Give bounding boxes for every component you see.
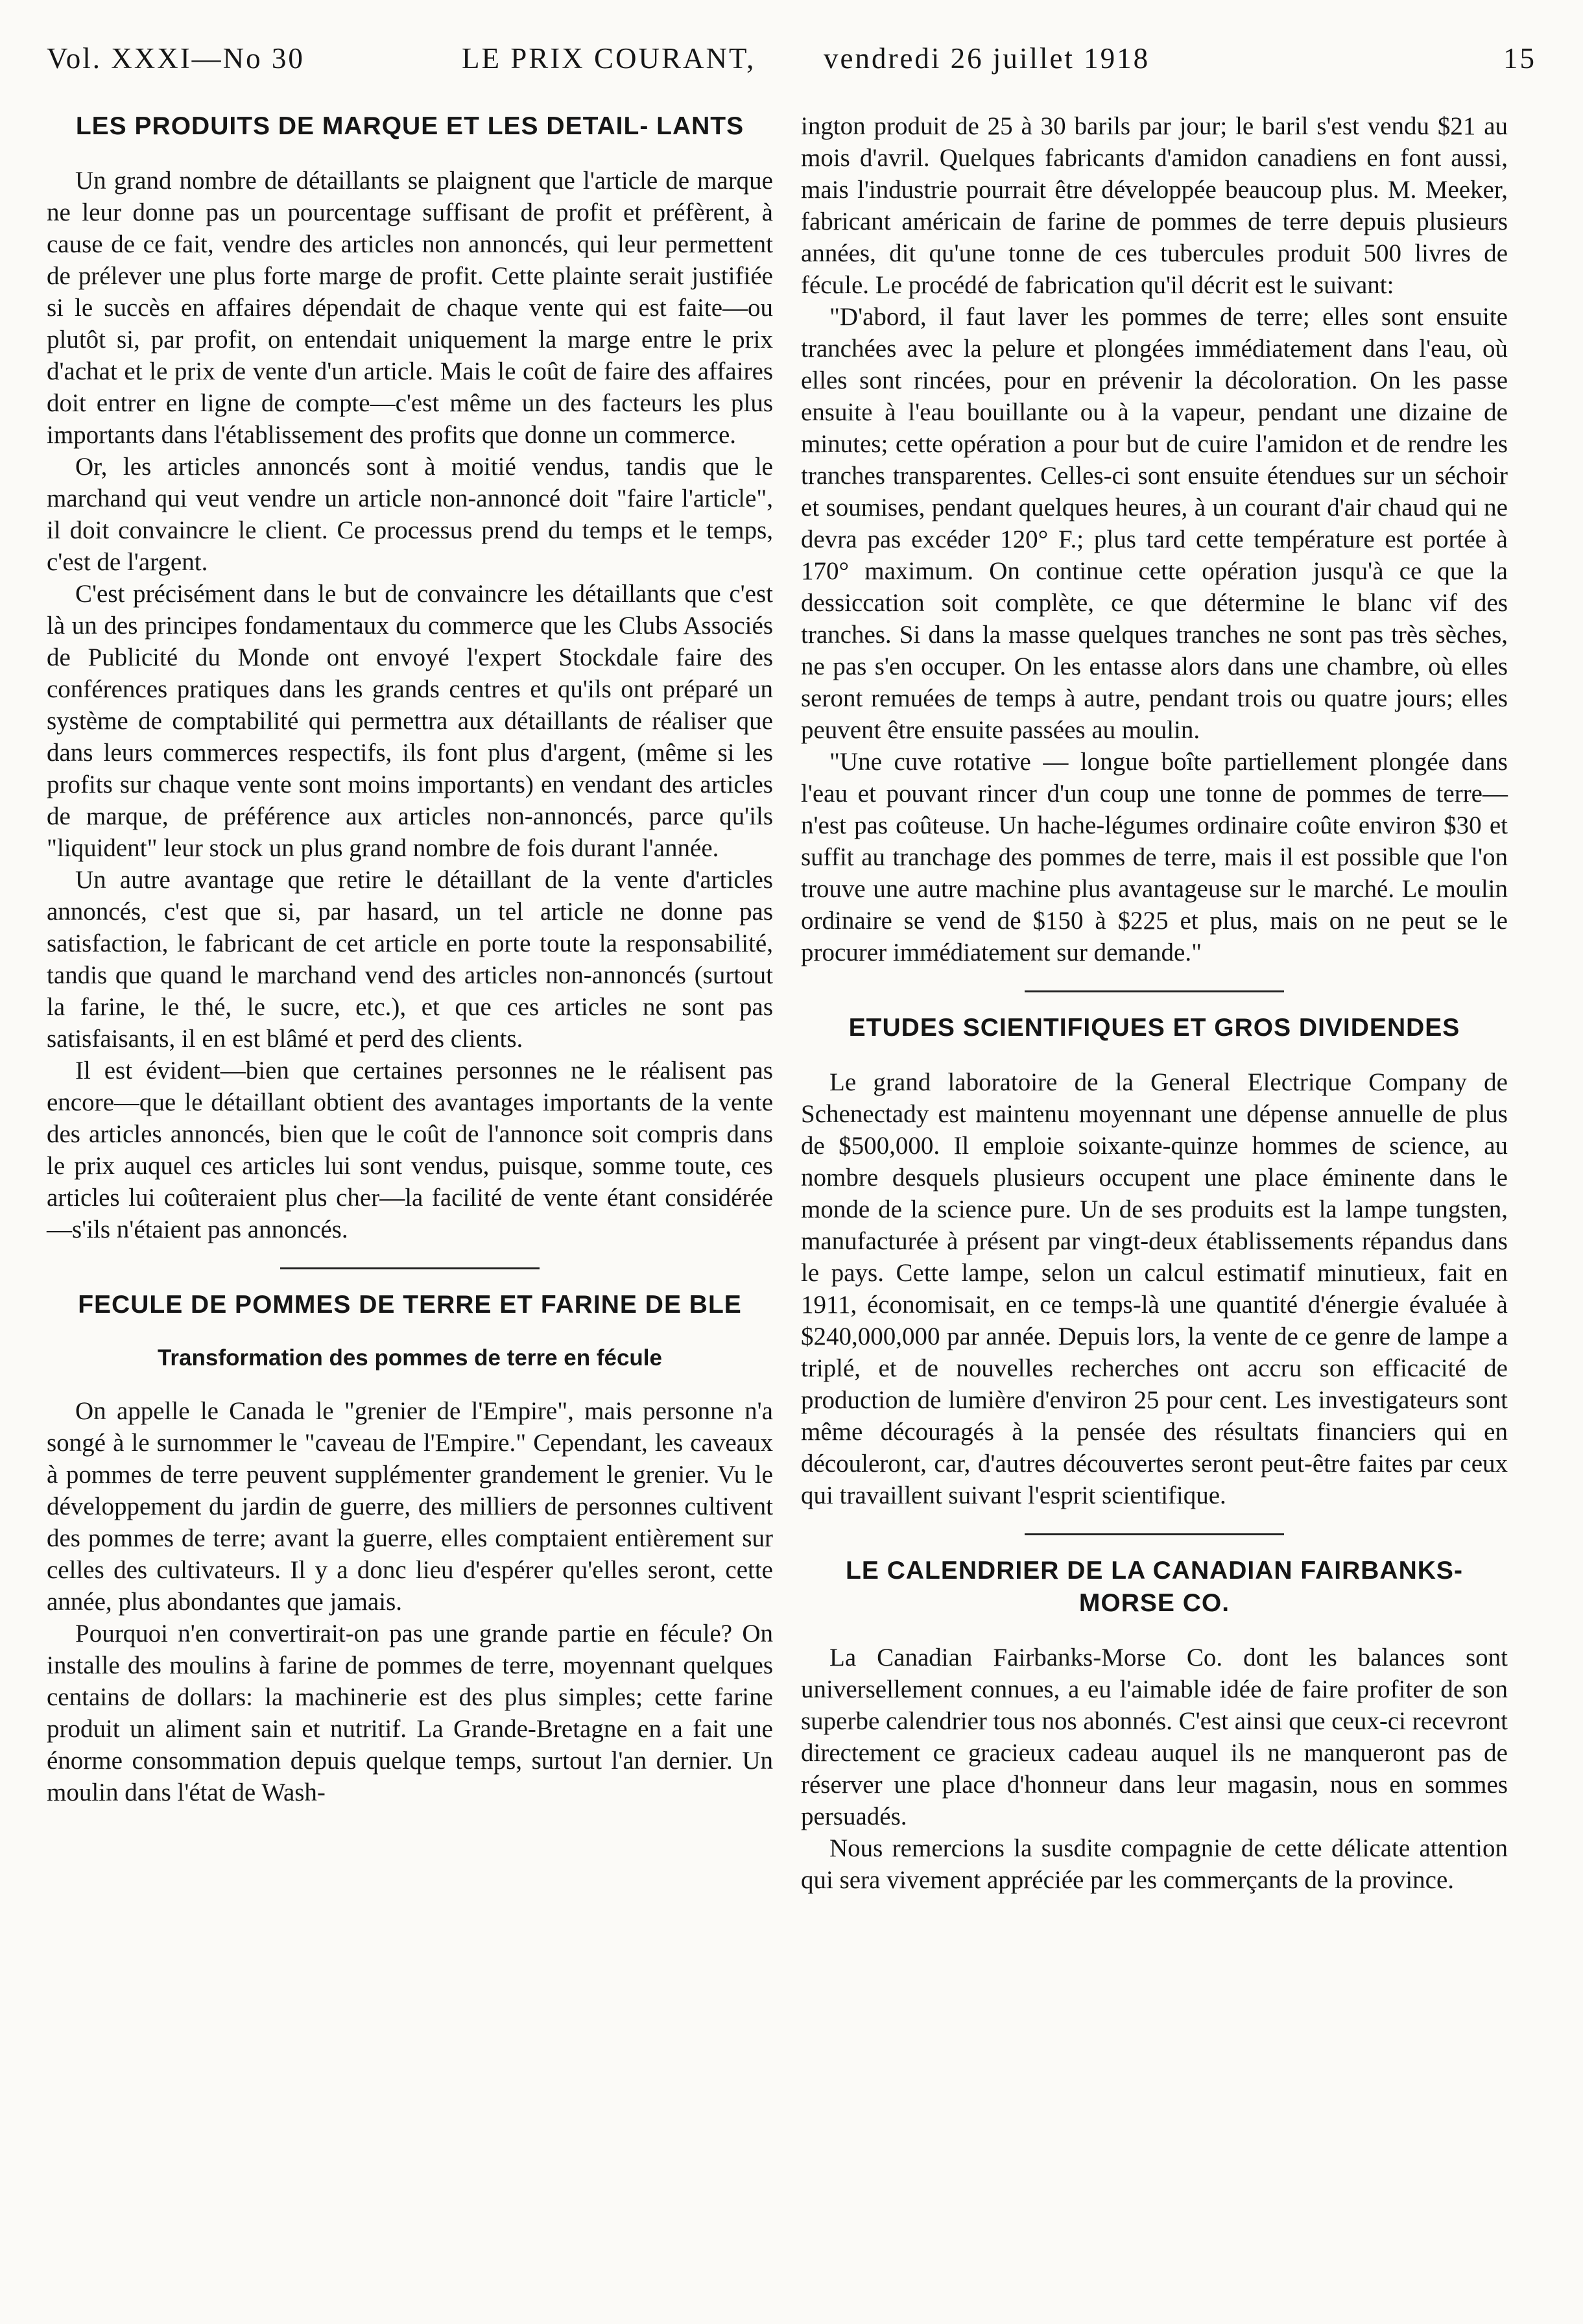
paragraph: On appelle le Canada le "grenier de l'Empire", mais personne n'a songé à le surnommer le "caveau de l'Empire." Cependant, les caveaux à pommes de terre peuvent supplémenter grandement le grenier. Vu le développement du jardin de guerre, des milliers de personnes cultivent des pommes de terre; avant la guerre, elles comptaient entièrement sur celles des cultivateurs. Il y a donc lieu d'espérer qu'elles seront, cette année, plus abondantes que jamais. xyxy=(47,1397,773,1616)
paragraph: Un autre avantage que retire le détaillant de la vente d'articles annoncés, c'est que si, par hasard, un tel article ne donne pas satisfaction, le fabricant de cet article en porte toute la responsabilité, tandis que quand le marchand vend des articles non-annoncés (surtout la farine, le thé, le sucre, etc.), et que ces articles ne sont pas satisfaisants, il en est blâmé et perd des clients. xyxy=(47,866,773,1053)
paragraph: "D'abord, il faut laver les pommes de terre; elles sont ensuite tranchées avec la pelure et plongées immédiatement dans l'eau, où elles sont rincées, pour en prévenir la décoloration. On les passe ensuite à l'eau bouillante ou à la vapeur, pendant une dizaine de minutes; cette opération a pour but de cuire l'amidon et de rendre les tranches transparentes. Celles-ci sont ensuite étendues sur un séchoir et soumises, pendant quelques heures, à un courant d'air chaud qui ne devra pas excéder 120° F.; plus tard cette température est portée à 170° maximum. On continue cette opération jusqu'à ce que la dessiccation soit complète, ce que détermine le blanc vif des tranches. Si dans la masse quelques tranches ne sont pas très sèches, ne pas s'en occuper. On les entasse alors dans une chambre, où elles seront remuées de temps à autre, pendant trois ou quatre jours; elles peuvent être ensuite passées au moulin. xyxy=(801,303,1508,744)
paragraph: Un grand nombre de détaillants se plaignent que l'article de marque ne leur donne pas un pourcentage suffisant de profit et préfèrent, à cause de ce fait, vendre des articles non annoncés, qui leur permettent de prélever une plus forte marge de profit. Cette plainte serait justifiée si le succès en affaires dépendait de chaque vente qui est faite—ou plutôt si, par profit, on entendait uniquement la marge entre le prix d'achat et le prix de vente d'un article. Mais le coût de faire des affaires doit entrer en ligne de compte—c'est même un des facteurs les plus importants dans l'établissement des profits que donne un commerce. xyxy=(47,167,773,449)
running-head xyxy=(47,42,1536,87)
article-title: LE CALENDRIER DE LA CANADIAN FAIRBANKS-MORSE CO. xyxy=(846,1557,1463,1617)
article-calendrier xyxy=(801,1555,1508,1896)
paragraph: Nous remercions la susdite compagnie de cette délicate attention qui sera vivement appréciée par les commerçants de la province. xyxy=(801,1834,1508,1894)
article-fecule-continued xyxy=(801,110,1508,968)
paragraph: ington produit de 25 à 30 barils par jour; le baril s'est vendu $21 au mois d'avril. Quelques fabricants d'amidon canadiens en font aussi, mais l'industrie pourrait être développée beaucoup plus. M. Meeker, fabricant américain de farine de pommes de terre depuis plusieurs années, dit qu'une tonne de ces tubercules produit 500 livres de fécule. Le procédé de fabrication qu'il décrit est le suivant: xyxy=(801,112,1508,299)
paragraph: "Une cuve rotative — longue boîte partiellement plongée dans l'eau et pouvant rincer d'un coup une tonne de pommes de terre—n'est pas coûteuse. Un hache-légumes ordinaire coûte environ $30 et suffit au tranchage des pommes de terre, mais il est possible que l'on trouve une autre machine plus avantageuse sur le marché. Le moulin ordinaire se vend de $150 à $225 et plus, mais on ne peut se le procurer immédiatement sur demande." xyxy=(801,748,1508,966)
paragraph: C'est précisément dans le but de convaincre les détaillants que c'est là un des principes fondamentaux du commerce que les Clubs Associés de Publicité du Monde ont envoyé l'expert Stockdale faire des conférences pratiques dans les grands centres et qu'ils ont préparé un système de comptabilité qui permettra aux détaillants de réaliser que dans leurs commerces respectifs, ils font plus d'argent, (même si les profits sur chaque vente sont moins importants) en vendant des articles de marque, de préférence aux articles non-annoncés, parce qu'ils "liquident" leur stock un plus grand nombre de fois durant l'année. xyxy=(47,580,773,862)
publication-title: LE PRIX COURANT, xyxy=(462,42,756,75)
paragraph: Il est évident—bien que certaines personnes ne le réalisent pas encore—que le détaillant obtient des avantages importants de la vente des articles annoncés, bien que le coût de l'annonce soit compris dans le prix auquel ces articles lui sont vendus, puisque, somme toute, ces articles lui coûteraient plus cher—la facilité de vente étant considérée—s'ils n'étaient pas annoncés. xyxy=(47,1057,773,1243)
paragraph: Or, les articles annoncés sont à moitié vendus, tandis que le marchand qui veut vendre un article non-annoncé doit "faire l'article", il doit convaincre le client. Ce processus prend du temps et le temps, c'est de l'argent. xyxy=(47,453,773,576)
section-divider xyxy=(1025,990,1284,992)
article-subtitle: Transformation des pommes de terre en fécule xyxy=(157,1345,662,1371)
issue-date: vendredi 26 juillet 1918 xyxy=(824,42,1150,75)
article-produits-de-marque xyxy=(47,110,773,1245)
section-divider xyxy=(280,1267,540,1269)
article-etudes-scientifiques xyxy=(801,1012,1508,1511)
article-title: FECULE DE POMMES DE TERRE ET FARINE DE BLE xyxy=(78,1291,742,1319)
article-title: ETUDES SCIENTIFIQUES ET GROS DIVIDENDES xyxy=(848,1014,1460,1042)
volume-number: Vol. XXXI—No 30 xyxy=(47,42,305,75)
page-number: 15 xyxy=(1503,42,1536,75)
paragraph: Le grand laboratoire de la General Electrique Company de Schenectady est maintenu moyennant une dépense annuelle de plus de $500,000. Il emploie soixante-quinze hommes de science, au nombre desquels plusieurs occupent une place éminente dans le monde de la science pure. Un de ses produits est la lampe tungsten, manufacturée à présent par vingt-deux établissements répandus dans le pays. Cette lampe, selon un calcul estimatif minutieux, fait en 1911, économisait, en ce temps-là une quantité d'énergie évaluée à $240,000,000 par année. Depuis lors, la vente de ce genre de lampe a triplé, et de nouvelles recherches ont accru son efficacité de production de lumière d'environ 25 pour cent. Les investigateurs sont même découragés à la pensée des résultats financiers qui en découleront, car, d'autres découvertes seront peut-être faites par ceux qui travaillent suivant l'esprit scientifique. xyxy=(801,1068,1508,1509)
section-divider xyxy=(1025,1533,1284,1535)
left-column xyxy=(47,110,773,1808)
paragraph: Pourquoi n'en convertirait-on pas une grande partie en fécule? On installe des moulins à farine de pommes de terre, moyennant quelques centains de dollars: la machinerie est des plus simples; cette farine produit un aliment sain et nutritif. La Grande-Bretagne en a fait une énorme consommation depuis quelque temps, surtout l'an dernier. Un moulin dans l'état de Wash- xyxy=(47,1620,773,1806)
paragraph: La Canadian Fairbanks-Morse Co. dont les balances sont universellement connues, a eu l'aimable idée de faire profiter de son superbe calendrier tous nos abonnés. C'est ainsi que ceux-ci recevront directement ce gracieux cadeau auquel ils ne manqueront pas de réserver une place d'honneur dans leur magasin, nous en sommes persuadés. xyxy=(801,1644,1508,1830)
right-column xyxy=(801,110,1508,1896)
article-title: LES PRODUITS DE MARQUE ET LES DETAIL- LANTS xyxy=(75,112,744,140)
article-fecule xyxy=(47,1289,773,1808)
